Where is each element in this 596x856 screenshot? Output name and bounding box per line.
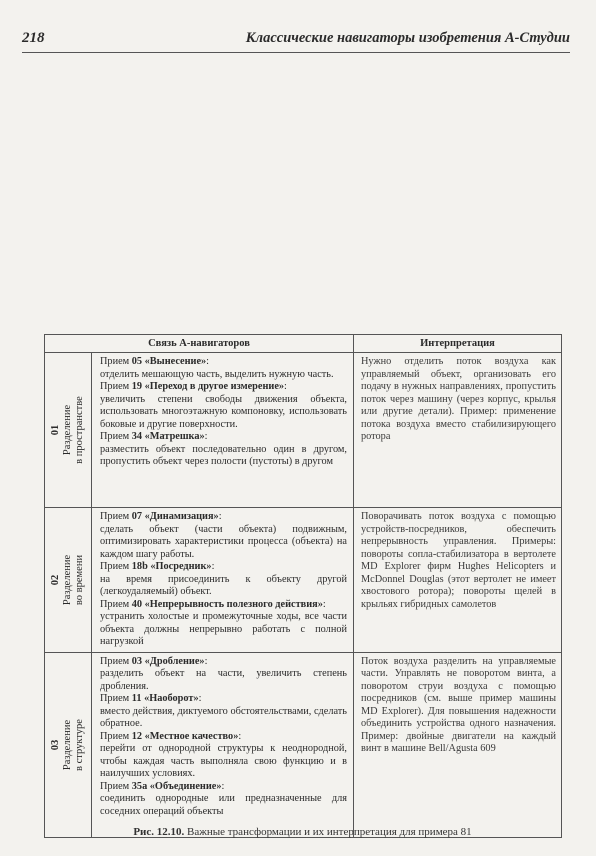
method-name: 18b «Посредник» [131, 561, 212, 572]
method-name: 35а «Объединение» [131, 780, 222, 792]
method-item [100, 356, 347, 381]
row-label-cell [45, 652, 92, 837]
method-suffix: : [238, 730, 242, 742]
row-number: 02 [50, 574, 61, 586]
row-label [50, 719, 86, 771]
caption-text: Важные трансформации и их интерпретация для примера 81 [187, 826, 472, 838]
method-name: 40 «Непрерывность полезного действия» [131, 598, 323, 610]
method-description: отделить мешающую часть, выделить нужную часть. [100, 368, 334, 380]
row-label-line-1: Разделение [62, 719, 73, 770]
method-item [100, 599, 347, 649]
interpretation-text: Поворачивать поток воздуха с помощью устройств-посредников, обеспечить непрерывность управления. Примеры: повороты сопла-стабилизатора в вертолете MD Explorer фирм Hughes Helicopters и McDonnel Douglas (этот вертолет не имеет хвостового ротора); повороты щелей в крыльях гибридных самолетов [361, 511, 556, 610]
method-name: 03 «Дробление» [131, 655, 205, 667]
method-name: 05 «Вынесение» [131, 356, 207, 367]
method-suffix: : [218, 511, 222, 522]
method-item [100, 431, 347, 469]
method-suffix: : [206, 356, 210, 367]
method-prefix: Прием [100, 561, 132, 572]
methods-cell [92, 353, 354, 508]
interpretation-cell [354, 353, 562, 508]
method-suffix: : [198, 693, 202, 704]
header-links: Связь А-навигаторов [45, 335, 354, 353]
method-item [100, 693, 347, 731]
method-suffix: : [204, 655, 208, 667]
row-label-line-2: в пространстве [74, 396, 85, 464]
page-number: 218 [22, 30, 45, 46]
interpretation-text: Нужно отделить поток воздуха как управляемый объект, организовать его подачу в нужных направлениях, пропустить поток через машину (через корпус, крылья или другие детали). Пример: применение потока воздуха вместо стабилизирующего ротора [361, 356, 556, 442]
row-number: 03 [50, 739, 61, 750]
method-item [100, 561, 347, 599]
method-item [100, 731, 347, 781]
method-description: на время присоединить к объекту другой (легкоудаляемый) объект. [100, 573, 347, 597]
row-label-line-1: Разделение [62, 554, 73, 605]
method-prefix: Прием [100, 693, 132, 704]
method-description: увеличить степени свободы движения объекта, использовать многоэтажную компоновку, использовать боковые и другие поверхности. [100, 393, 347, 430]
method-description: разделить объект на части, увеличить степень дробления. [100, 668, 347, 692]
method-description: сделать объект (части объекта) подвижным, оптимизировать характеристики процесса (объекта) на каждом шагу работы. [100, 523, 347, 560]
method-prefix: Прием [100, 780, 132, 792]
method-prefix: Прием [100, 598, 132, 610]
method-prefix: Прием [100, 381, 132, 392]
method-prefix: Прием [100, 655, 132, 667]
method-suffix: : [204, 431, 208, 442]
methods-cell [92, 508, 354, 653]
method-prefix: Прием [100, 356, 132, 367]
interpretation-cell [354, 508, 562, 653]
method-name: 34 «Матрешка» [131, 431, 205, 442]
row-label-line-1: Разделение [62, 404, 73, 456]
row-label [50, 555, 86, 605]
method-description: соединить однородные или предназначенные для соседних операций объекты [100, 793, 347, 817]
method-name: 19 «Переход в другое измерение» [131, 381, 285, 392]
table-header-row [45, 335, 562, 353]
method-suffix: : [284, 381, 287, 392]
row-label-cell [45, 508, 92, 653]
methods-cell [92, 652, 354, 837]
method-name: 11 «Наоборот» [131, 693, 199, 704]
method-suffix: : [322, 598, 326, 610]
method-description: разместить объект последовательно один в другом, пропустить объект через полости (пустоты) в другом [100, 443, 347, 467]
method-item [100, 781, 347, 819]
method-prefix: Прием [100, 431, 132, 442]
interpretation-text: Поток воздуха разделить на управляемые части. Управлять не поворотом винта, а поворотом струи воздуха с помощью посредников (см. выше пример машины MD Explorer). Для повышения надежности объединить устройства одного назначения. Пример: двойные двигатели на каждый винт в машине Bell/Agusta 609 [361, 655, 556, 754]
method-item [100, 656, 347, 694]
table-row [45, 652, 562, 837]
method-description: вместо действия, диктуемого обстоятельствами, сделать обратное. [100, 705, 347, 729]
method-name: 07 «Динамизация» [131, 511, 219, 522]
method-prefix: Прием [100, 511, 132, 522]
row-label-cell [45, 353, 92, 508]
method-item [100, 511, 347, 561]
row-label-line-2: в структуре [74, 718, 85, 771]
header-interpretation: Интерпретация [354, 335, 562, 353]
interpretation-cell [354, 652, 562, 837]
caption-label: Рис. 12.10. [133, 826, 185, 838]
method-name: 12 «Местное качество» [131, 730, 239, 742]
row-number: 01 [50, 424, 61, 436]
method-suffix: : [211, 561, 215, 572]
method-description: устранить холостые и промежуточные ходы, все части объекта должны непрерывно работать с полной нагрузкой [100, 611, 347, 647]
figure-table [44, 334, 562, 838]
method-item [100, 381, 347, 431]
row-label-line-2: во времени [74, 554, 85, 605]
figure-caption [44, 826, 561, 838]
table-row [45, 353, 562, 508]
row-label [50, 396, 86, 464]
table-row [45, 508, 562, 653]
method-description: перейти от однородной структуры к неоднородной, чтобы каждая часть выполняла свою функцию и в наилучших условиях. [100, 743, 347, 779]
running-title: Классические навигаторы изобретения А-Студии [245, 30, 570, 46]
method-suffix: : [221, 780, 225, 792]
method-prefix: Прием [100, 730, 132, 742]
page-header [22, 30, 570, 53]
